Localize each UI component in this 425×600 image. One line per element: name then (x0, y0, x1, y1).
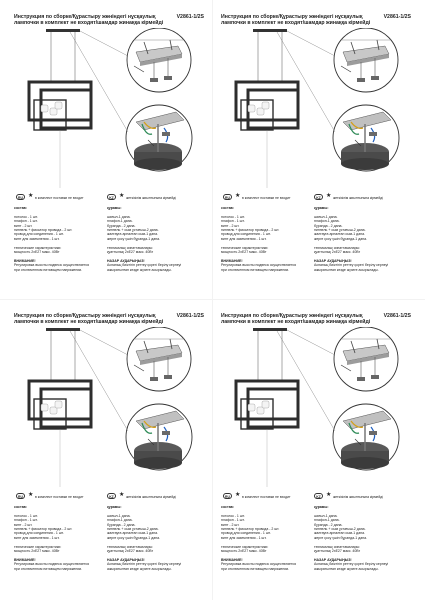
ru-item: плафон - 1 шт. (14, 518, 38, 523)
ru-item: винт - 2 шт. (221, 522, 240, 527)
kz-specs: қуаттылық 2хE27 макс. 40Вт (107, 250, 154, 255)
kz-warning-line: Аспаның биіктігін реттеу қорегі берілу кернеуі (314, 562, 389, 567)
sheet-title: Инструкция по сборке/Құрастыру жөніндегі нұсқаулық (14, 313, 156, 319)
kz-item: шағыл-1 дана. (107, 513, 131, 518)
kz-warning-line: Аспаның биіктігін реттеу қорегі берілу кернеуі (314, 263, 389, 268)
ru-warning-title: ВНИМАНИЕ! (14, 557, 36, 562)
ru-item: винт для заземления - 1 шт. (14, 236, 60, 241)
ru-warning-title: ВНИМАНИЕ! (221, 557, 243, 562)
kz-specs-title: техникалық сипаттамалары: (107, 245, 154, 250)
kz-column (314, 206, 404, 272)
kz-item: плафон-1 дана. (314, 518, 340, 523)
kz-specs: қуаттылық 2хE27 макс. 40Вт (314, 549, 361, 554)
ru-column (221, 505, 311, 571)
kz-item: жерге қосу үшін бұранда-1 дана. (314, 535, 368, 540)
kz-specs-title: техникалық сипаттамалары: (314, 245, 361, 250)
kz-specs: қуаттылық 2хE27 макс. 40Вт (107, 549, 154, 554)
assembly-diagram (221, 327, 411, 489)
ru-item: потолок - 1 шт. (221, 214, 245, 219)
kz-item: бұранда - 2 дана. (107, 223, 136, 228)
ru-warning-title: ВНИМАНИЕ! (14, 258, 36, 263)
ru-badge: RU (223, 194, 232, 200)
ru-warning-line: при отключенном питающем напряжении. (221, 267, 290, 272)
star-icon: ★ (119, 492, 125, 498)
kz-specs-title: техникалық сипаттамалары: (107, 544, 154, 549)
ceiling-canopy (253, 29, 287, 32)
ru-specs-title: технические характеристики: (221, 544, 269, 549)
vertical-fold-line (212, 0, 213, 600)
bulb-icon (41, 401, 62, 414)
ru-item: плафон - 1 шт. (221, 219, 245, 224)
kz-item: шағыл-1 дана. (314, 214, 338, 219)
kz-item: плафон-1 дана. (107, 518, 133, 523)
kz-warning-line: Аспаның биіктігін реттеу қорегі берілу кернеуі (107, 263, 182, 268)
kz-item: бұранда - 2 дана. (314, 223, 343, 228)
ru-warning-line: Регулировка высоты подвеса осуществляется (221, 263, 297, 268)
ru-specs: мощность 2хE27 макс. 40Вт (221, 549, 267, 554)
ru-not-included-note: в комплект поставки не входит (35, 494, 84, 499)
kz-warning-line: ажыратылған кезде жүзеге асырылады. (314, 267, 379, 272)
kz-composition-title: құрамы: (107, 206, 122, 210)
kz-specs-title: техникалық сипаттамалары: (314, 544, 361, 549)
kz-item: жалғауға арналған сым-1 дана. (107, 531, 158, 536)
ru-item: плафон - 1 шт. (221, 518, 245, 523)
ceiling-canopy (46, 29, 80, 32)
instruction-panel (14, 14, 204, 296)
kz-warning-title: НАЗАР АУДАРЫҢЫЗ! (314, 557, 352, 562)
ru-warning-line: Регулировка высоты подвеса осуществляется (14, 263, 90, 268)
ru-item: плафон - 1 шт. (14, 219, 38, 224)
ru-not-included-note: в комплект поставки не входит (242, 494, 291, 499)
ru-not-included-note: в комплект поставки не входит (35, 195, 84, 200)
detail-wiring-circle (126, 404, 192, 470)
ru-item: винт для заземления - 1 шт. (14, 535, 60, 540)
star-icon: ★ (28, 193, 34, 199)
ru-item: провод для соединения - 1 шт. (14, 232, 64, 237)
kz-badge: KZ (107, 194, 116, 200)
ru-warning-line: при отключенном питающем напряжении. (14, 566, 83, 571)
model-number: V2861-1/2S (176, 313, 204, 319)
ru-item: ниппель + фиксатор провода - 2 шт. (221, 228, 280, 233)
ru-item: винт - 2 шт. (221, 223, 240, 228)
ceiling-canopy (253, 328, 287, 331)
kz-item: жалғауға арналған сым-1 дана. (314, 232, 365, 237)
kz-not-included-note: жеткізілім жиынтығына кірмейді (126, 195, 176, 200)
ru-item: винт для заземления - 1 шт. (221, 236, 267, 241)
kz-item: шағыл-1 дана. (314, 513, 338, 518)
ru-column (14, 206, 104, 272)
ru-item: потолок - 1 шт. (14, 214, 38, 219)
sheet-title: Инструкция по сборке/Құрастыру жөніндегі нұсқаулық (221, 14, 363, 20)
kz-warning-title: НАЗАР АУДАРЫҢЫЗ! (314, 258, 352, 263)
kz-item: жалғауға арналған сым-1 дана. (107, 232, 158, 237)
ru-composition-title: состав: (14, 505, 27, 509)
detail-mount-circle (127, 28, 191, 92)
ru-column (221, 206, 311, 272)
detail-wiring-circle (126, 105, 192, 171)
ru-specs-title: технические характеристики: (14, 544, 62, 549)
ru-badge: RU (223, 493, 232, 499)
bulb-icon (248, 102, 269, 115)
star-icon: ★ (235, 492, 241, 498)
ru-column (14, 505, 104, 571)
kz-column (107, 206, 197, 272)
kz-composition-title: құрамы: (314, 206, 329, 210)
ru-item: винт для заземления - 1 шт. (221, 535, 267, 540)
ru-composition-title: состав: (221, 505, 234, 509)
instruction-panel (14, 313, 204, 595)
instruction-panel (221, 14, 411, 296)
kz-not-included-note: жеткізілім жиынтығына кірмейді (333, 494, 383, 499)
kz-item: жерге қосу үшін бұранда-1 дана. (314, 236, 368, 241)
kz-composition-title: құрамы: (107, 505, 122, 509)
kz-specs: қуаттылық 2хE27 макс. 40Вт (314, 250, 361, 255)
ru-warning-line: Регулировка высоты подвеса осуществляется (14, 562, 90, 567)
kz-warning-line: ажыратылған кезде жүзеге асырылады. (107, 566, 172, 571)
kz-not-included-note: жеткізілім жиынтығына кірмейді (126, 494, 176, 499)
model-number: V2861-1/2S (383, 313, 411, 319)
kz-item: плафон-1 дана. (314, 219, 340, 224)
instruction-panel (221, 313, 411, 595)
kz-item: ниппель + сым ұстағыш-2 дана. (107, 527, 159, 532)
kz-item: жалғауға арналған сым-1 дана. (314, 531, 365, 536)
model-number: V2861-1/2S (176, 14, 204, 20)
star-icon: ★ (326, 193, 332, 199)
ru-item: провод для соединения - 1 шт. (221, 531, 271, 536)
ru-item: потолок - 1 шт. (14, 513, 38, 518)
sheet-title: Инструкция по сборке/Құрастыру жөніндегі нұсқаулық (221, 313, 363, 319)
kz-item: плафон-1 дана. (107, 219, 133, 224)
detail-wiring-circle (333, 105, 399, 171)
ru-badge: RU (16, 194, 25, 200)
ru-item: провод для соединения - 1 шт. (14, 531, 64, 536)
kz-item: жерге қосу үшін бұранда-1 дана. (107, 535, 161, 540)
ru-badge: RU (16, 493, 25, 499)
kz-badge: KZ (314, 493, 323, 499)
ru-item: винт - 2 шт. (14, 522, 33, 527)
kz-item: ниппель + сым ұстағыш-2 дана. (314, 228, 366, 233)
ru-warning-line: при отключенном питающем напряжении. (14, 267, 83, 272)
bulbs-note: лампочки в комплект не входят/шамдар жинаққа кірмейді (221, 319, 371, 325)
star-icon: ★ (28, 492, 34, 498)
ru-not-included-note: в комплект поставки не входит (242, 195, 291, 200)
star-icon: ★ (235, 193, 241, 199)
bulbs-note: лампочки в комплект не входят/шамдар жинаққа кірмейді (14, 319, 164, 325)
star-icon: ★ (326, 492, 332, 498)
kz-warning-title: НАЗАР АУДАРЫҢЫЗ! (107, 557, 145, 562)
kz-badge: KZ (314, 194, 323, 200)
ru-composition-title: состав: (221, 206, 234, 210)
kz-warning-line: ажыратылған кезде жүзеге асырылады. (107, 267, 172, 272)
detail-mount-circle (334, 28, 398, 92)
kz-item: бұранда - 2 дана. (107, 522, 136, 527)
detail-mount-circle (334, 327, 398, 391)
ru-specs-title: технические характеристики: (14, 245, 62, 250)
bulbs-note: лампочки в комплект не входят/шамдар жинаққа кірмейді (221, 20, 371, 26)
sheet-title: Инструкция по сборке/Құрастыру жөніндегі нұсқаулық (14, 14, 156, 20)
kz-column (107, 505, 197, 571)
assembly-diagram (14, 327, 204, 489)
kz-item: ниппель + сым ұстағыш-2 дана. (107, 228, 159, 233)
ru-warning-line: при отключенном питающем напряжении. (221, 566, 290, 571)
ru-item: ниппель + фиксатор провода - 2 шт. (14, 527, 73, 532)
kz-item: шағыл-1 дана. (107, 214, 131, 219)
assembly-diagram (14, 28, 204, 190)
model-number: V2861-1/2S (383, 14, 411, 20)
detail-mount-circle (127, 327, 191, 391)
kz-warning-title: НАЗАР АУДАРЫҢЫЗ! (107, 258, 145, 263)
kz-warning-line: ажыратылған кезде жүзеге асырылады. (314, 566, 379, 571)
ru-specs-title: технические характеристики: (221, 245, 269, 250)
bulbs-note: лампочки в комплект не входят/шамдар жинаққа кірмейді (14, 20, 164, 26)
assembly-diagram (221, 28, 411, 190)
ceiling-canopy (46, 328, 80, 331)
ru-specs: мощность 2хE27 макс. 40Вт (221, 250, 267, 255)
bulb-icon (248, 401, 269, 414)
bulb-icon (41, 102, 62, 115)
kz-warning-line: Аспаның биіктігін реттеу қорегі берілу кернеуі (107, 562, 182, 567)
ru-item: провод для соединения - 1 шт. (221, 232, 271, 237)
ru-specs: мощность 2хE27 макс. 40Вт (14, 250, 60, 255)
ru-item: ниппель + фиксатор провода - 2 шт. (14, 228, 73, 233)
kz-badge: KZ (107, 493, 116, 499)
kz-composition-title: құрамы: (314, 505, 329, 509)
star-icon: ★ (119, 193, 125, 199)
ru-specs: мощность 2хE27 макс. 40Вт (14, 549, 60, 554)
kz-item: жерге қосу үшін бұранда-1 дана. (107, 236, 161, 241)
detail-wiring-circle (333, 404, 399, 470)
ru-warning-line: Регулировка высоты подвеса осуществляется (221, 562, 297, 567)
ru-item: потолок - 1 шт. (221, 513, 245, 518)
kz-column (314, 505, 404, 571)
ru-item: ниппель + фиксатор провода - 2 шт. (221, 527, 280, 532)
kz-item: ниппель + сым ұстағыш-2 дана. (314, 527, 366, 532)
ru-warning-title: ВНИМАНИЕ! (221, 258, 243, 263)
kz-item: бұранда - 2 дана. (314, 522, 343, 527)
kz-not-included-note: жеткізілім жиынтығына кірмейді (333, 195, 383, 200)
horizontal-fold-line (0, 299, 425, 300)
ru-composition-title: состав: (14, 206, 27, 210)
ru-item: винт - 2 шт. (14, 223, 33, 228)
